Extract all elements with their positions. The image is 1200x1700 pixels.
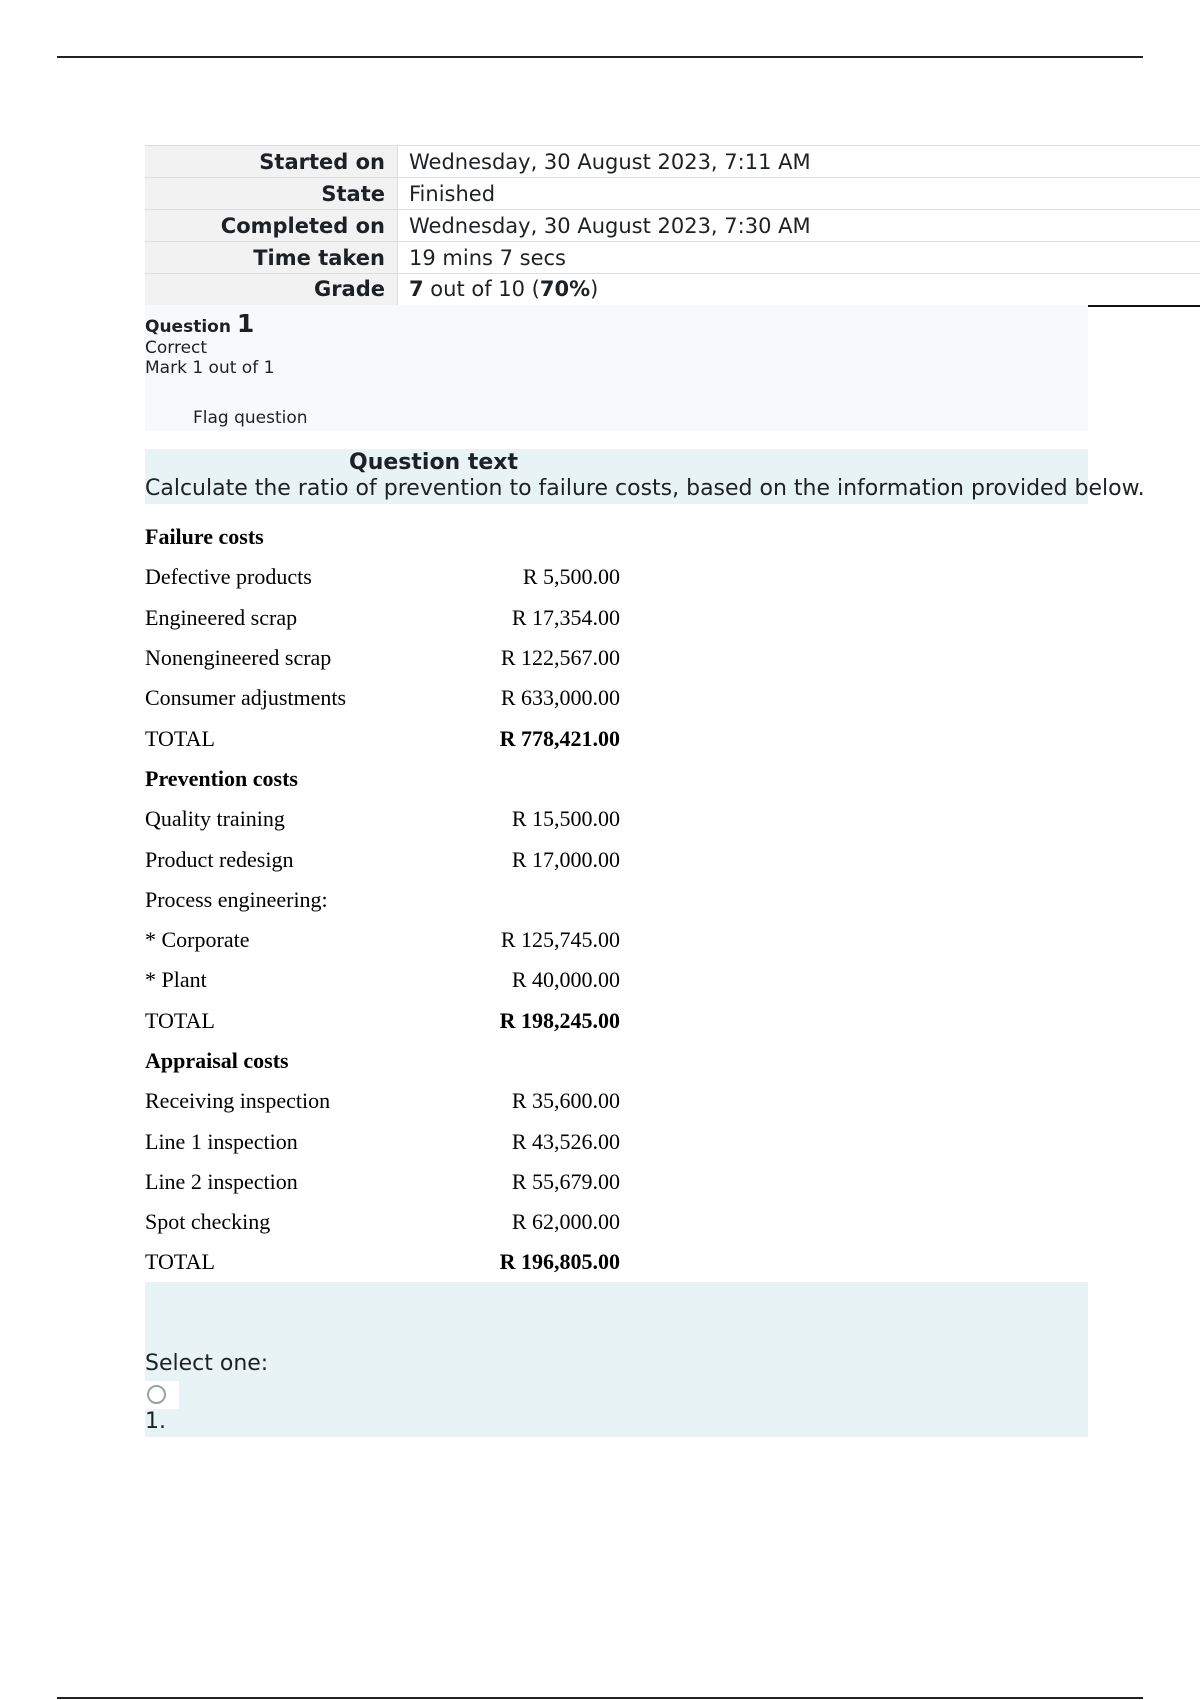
section-heading-row	[145, 517, 655, 557]
summary-value: Wednesday, 30 August 2023, 7:30 AM	[398, 210, 1200, 242]
cost-label: Line 1 inspection	[145, 1128, 298, 1154]
question-content	[145, 449, 1145, 504]
cost-label: Defective products	[145, 564, 312, 590]
grade-out-of: out of 10 (	[423, 277, 540, 302]
section-heading: Prevention costs	[145, 765, 298, 791]
summary-value: Wednesday, 30 August 2023, 7:11 AM	[398, 146, 1200, 178]
grade-score: 7	[409, 277, 424, 302]
cost-row	[145, 678, 655, 718]
cost-row	[145, 960, 655, 1000]
attempt-summary-table	[145, 145, 1200, 307]
question-text: Calculate the ratio of prevention to failure costs, based on the information provided below.	[145, 476, 1145, 501]
question-number	[145, 309, 254, 338]
grade-value	[398, 274, 1200, 306]
summary-row-started	[145, 146, 1200, 178]
select-one-prompt: Select one:	[145, 1351, 269, 1376]
cost-value: R 633,000.00	[500, 685, 620, 711]
question-prefix: Question	[145, 317, 237, 337]
cost-row	[145, 1162, 655, 1202]
cost-row	[145, 839, 655, 879]
grade-percent: 70%	[539, 277, 591, 302]
cost-value: R 55,679.00	[511, 1168, 620, 1194]
section-heading-row	[145, 759, 655, 799]
cost-label: * Plant	[145, 967, 207, 993]
bottom-divider	[57, 1697, 1143, 1699]
answer-option-label[interactable]: 1.	[145, 1409, 166, 1434]
cost-row	[145, 638, 655, 678]
cost-value: R 43,526.00	[511, 1128, 620, 1154]
cost-value: R 122,567.00	[500, 645, 620, 671]
cost-label: Process engineering:	[145, 886, 328, 912]
total-value: R 198,245.00	[499, 1007, 620, 1033]
question-number-value: 1	[236, 309, 255, 338]
cost-label: Line 2 inspection	[145, 1168, 298, 1194]
cost-label: Nonengineered scrap	[145, 645, 332, 671]
total-label: TOTAL	[145, 1249, 215, 1275]
cost-row	[145, 1121, 655, 1161]
total-value: R 196,805.00	[499, 1249, 620, 1275]
question-text-heading: Question text	[349, 450, 519, 475]
cost-value: R 35,600.00	[511, 1088, 620, 1114]
cost-value: R 125,745.00	[500, 927, 620, 953]
summary-label: Time taken	[145, 242, 398, 274]
summary-row-grade	[145, 274, 1200, 306]
cost-label: Engineered scrap	[145, 604, 298, 630]
cost-row	[145, 1081, 655, 1121]
cost-row	[145, 880, 655, 920]
cost-table	[145, 517, 655, 1283]
question-state: Correct	[145, 338, 208, 358]
summary-value: 19 mins 7 secs	[398, 242, 1200, 274]
total-row	[145, 718, 655, 758]
cost-value: R 40,000.00	[511, 967, 620, 993]
total-row	[145, 1242, 655, 1282]
answer-block	[145, 1282, 1088, 1437]
question-info	[145, 305, 1088, 431]
summary-value: Finished	[398, 178, 1200, 210]
cost-label: Spot checking	[145, 1209, 271, 1235]
summary-label: Started on	[145, 146, 398, 178]
cost-label: Product redesign	[145, 846, 294, 872]
cost-value: R 15,500.00	[511, 806, 620, 832]
total-value: R 778,421.00	[499, 725, 620, 751]
top-divider	[57, 56, 1143, 58]
cost-label: Quality training	[145, 806, 285, 832]
cost-value	[433, 880, 655, 920]
summary-label: Completed on	[145, 210, 398, 242]
section-heading-row	[145, 1041, 655, 1081]
cost-value: R 62,000.00	[511, 1209, 620, 1235]
summary-row-state	[145, 178, 1200, 210]
summary-label: State	[145, 178, 398, 210]
cost-row	[145, 598, 655, 638]
total-label: TOTAL	[145, 725, 215, 751]
cost-row	[145, 1202, 655, 1242]
cost-row	[145, 557, 655, 597]
question-mark: Mark 1 out of 1	[145, 358, 275, 378]
total-row	[145, 1001, 655, 1041]
total-label: TOTAL	[145, 1007, 215, 1033]
cost-value: R 5,500.00	[522, 564, 620, 590]
section-heading: Failure costs	[145, 524, 264, 550]
radio-circle-icon[interactable]	[147, 1385, 166, 1404]
summary-row-time-taken	[145, 242, 1200, 274]
section-heading: Appraisal costs	[145, 1048, 289, 1073]
summary-label: Grade	[145, 274, 398, 306]
cost-label: * Corporate	[145, 927, 250, 953]
grade-close: )	[590, 277, 599, 302]
cost-value: R 17,000.00	[511, 846, 620, 872]
cost-value: R 17,354.00	[511, 604, 620, 630]
answer-option-radio[interactable]	[145, 1381, 179, 1409]
cost-label: Receiving inspection	[145, 1088, 331, 1114]
summary-row-completed	[145, 210, 1200, 242]
cost-row	[145, 920, 655, 960]
flag-question-link[interactable]: Flag question	[193, 408, 308, 428]
cost-label: Consumer adjustments	[145, 685, 347, 711]
cost-row	[145, 799, 655, 839]
